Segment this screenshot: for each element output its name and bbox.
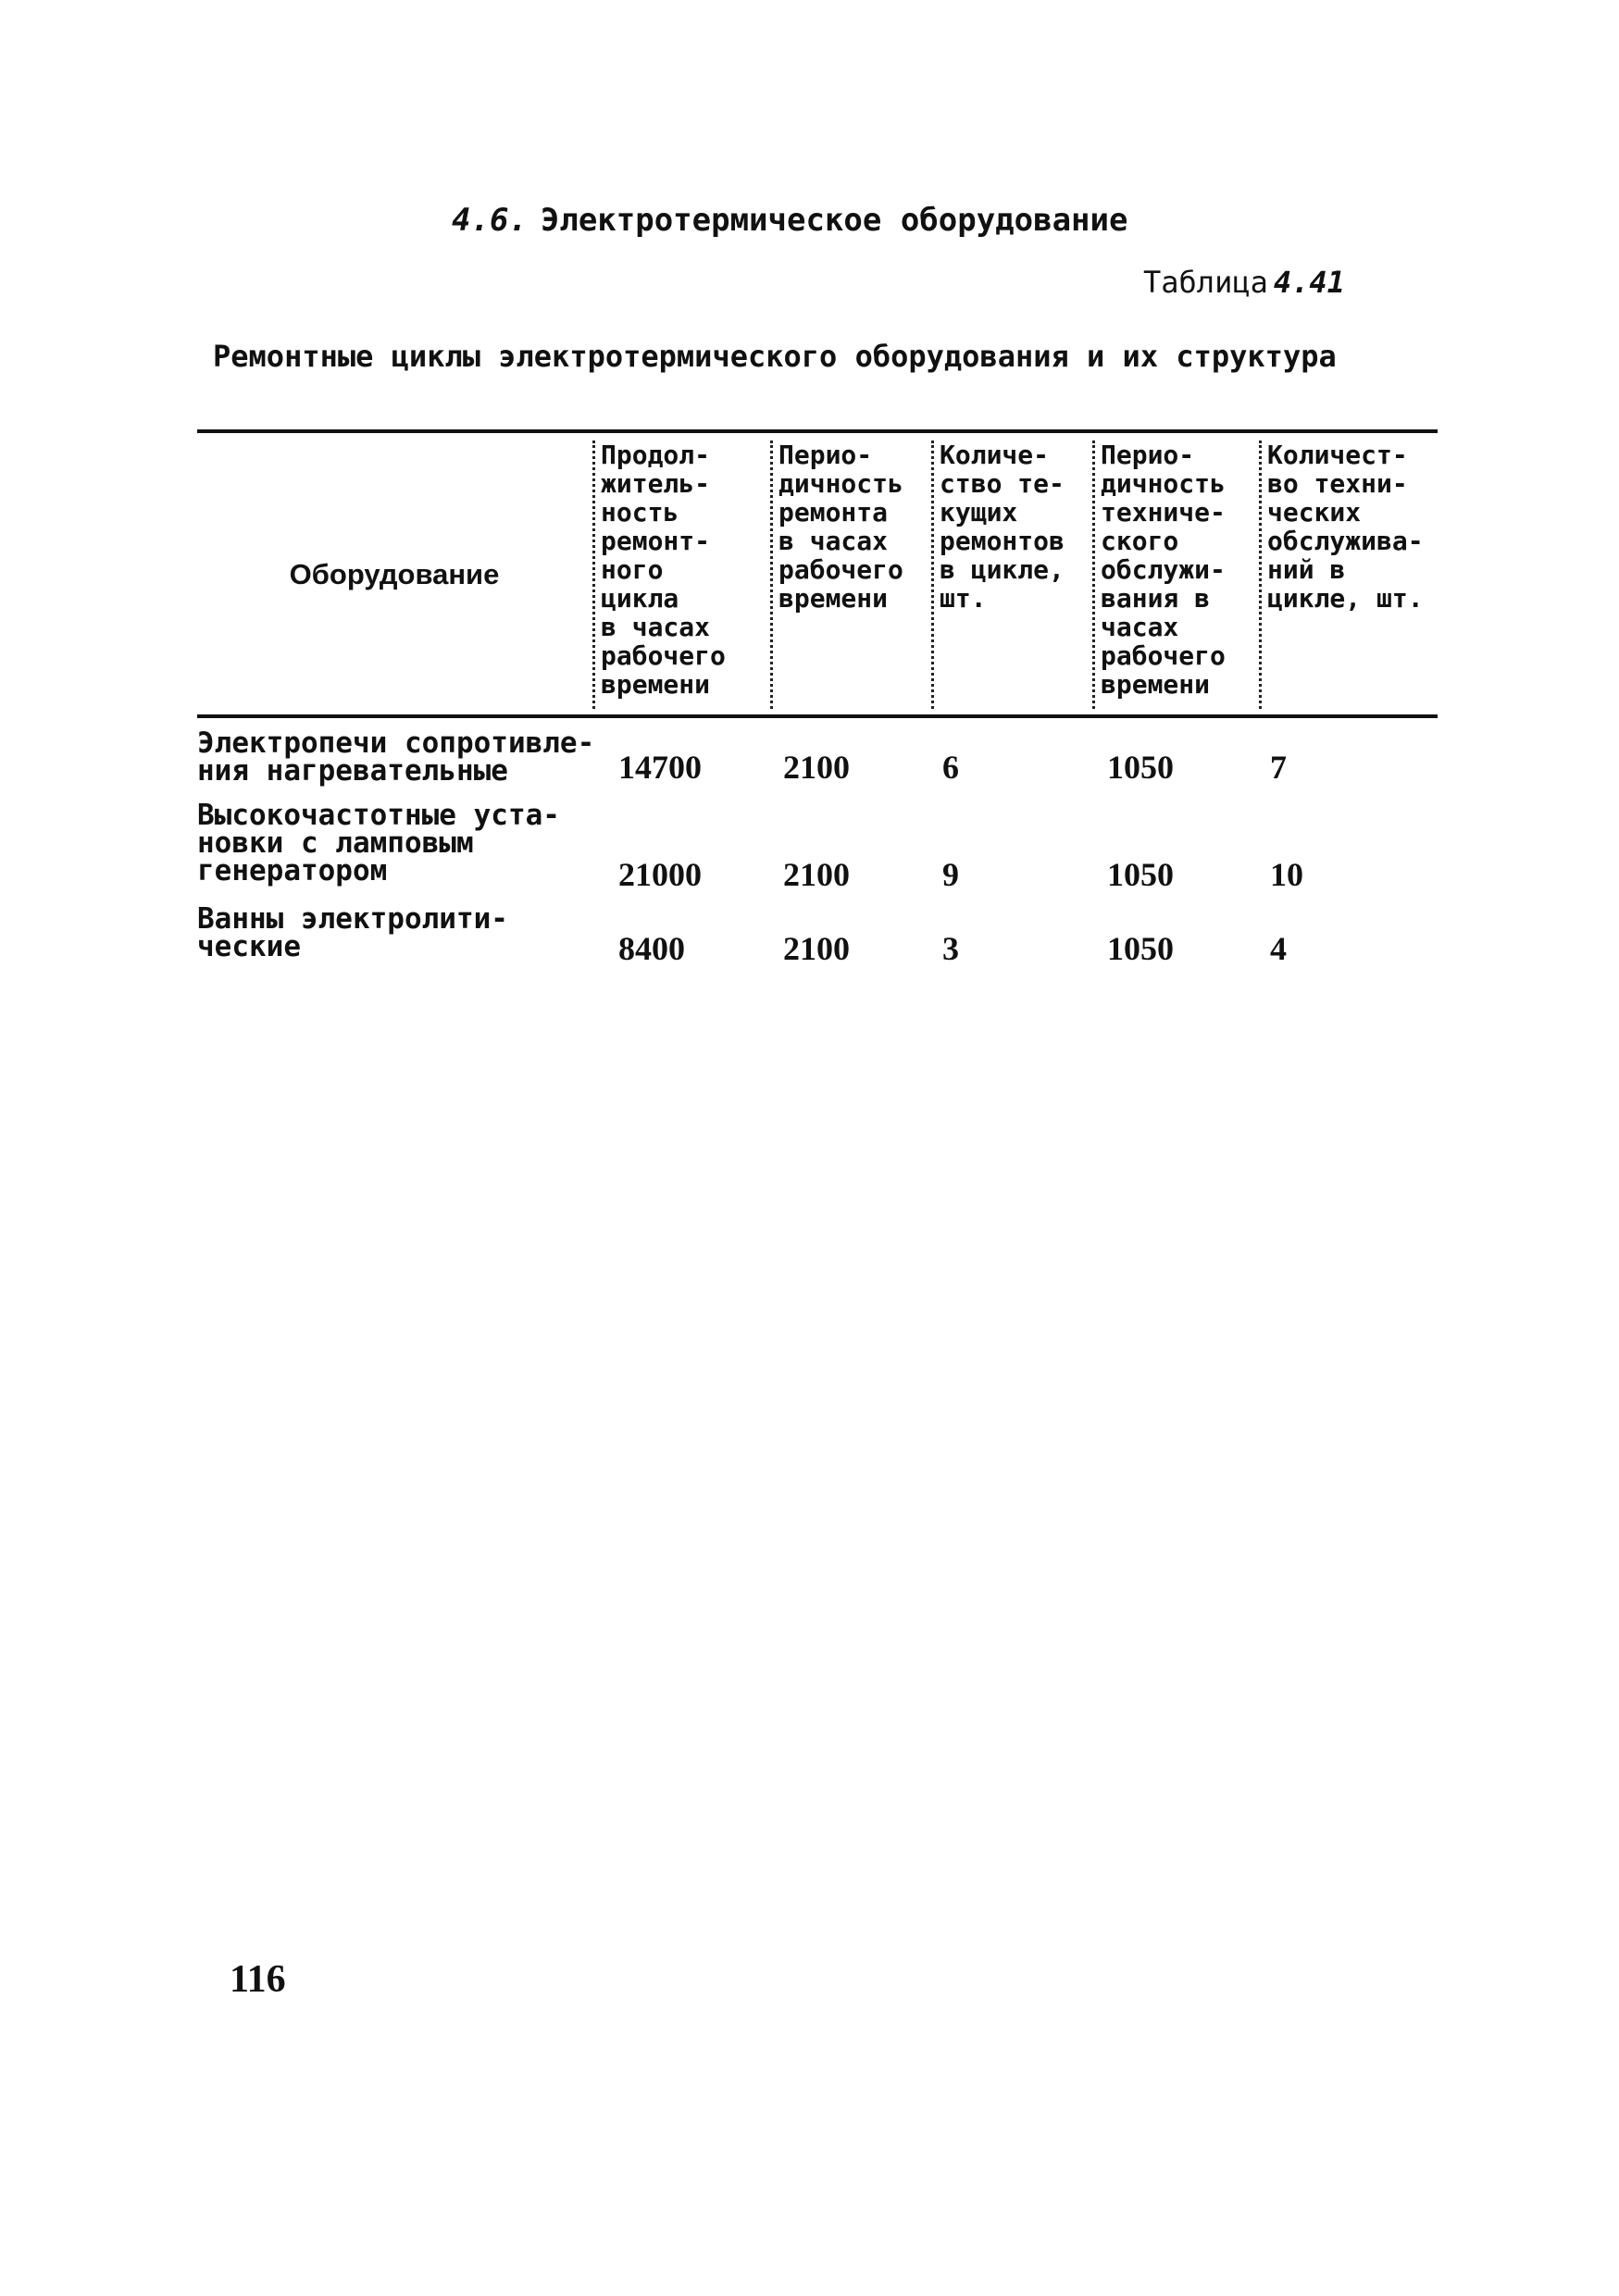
cell-repairs-count: 9	[942, 856, 959, 893]
header-repairs-count: Количе- ство те- кущих ремонтов в цикле, шт.	[931, 441, 1099, 709]
cell-repairs-count: 3	[942, 930, 959, 967]
section-title	[452, 202, 1127, 239]
section-number: 4.6.	[452, 202, 528, 239]
table-caption: Ремонтные циклы электротермического оборудования и их структура	[213, 339, 1337, 374]
header-maintenance-period: Перио- дичность техниче- ского обслужи- вания в часах рабочего времени	[1092, 441, 1260, 709]
header-cycle-duration: Продол- житель- ность ремонт- ного цикла в часах рабочего времени	[592, 441, 771, 709]
table-label-prefix: Таблица	[1143, 265, 1268, 300]
cell-maintenance-count: 7	[1270, 749, 1287, 786]
table-label	[1143, 265, 1345, 300]
row-equipment-name: Ванны электролити- ческие	[197, 902, 508, 963]
page-number: 116	[230, 1958, 286, 2001]
row-equipment-name: Электропечи сопротивле- ния нагревательные	[197, 726, 595, 788]
cell-repair-period: 2100	[783, 749, 850, 786]
cell-maintenance-period: 1050	[1107, 856, 1174, 893]
cell-maintenance-period: 1050	[1107, 930, 1174, 967]
section-heading: Электротермическое оборудование	[540, 202, 1128, 239]
cell-cycle-duration: 21000	[618, 856, 702, 893]
cell-repairs-count: 6	[942, 749, 959, 786]
header-equipment: Оборудование	[289, 558, 500, 590]
table-header-rule	[197, 714, 1438, 718]
table-top-rule	[197, 429, 1438, 433]
row-equipment-name: Высокочастотные уста- новки с ламповым генератором	[197, 799, 560, 887]
cell-repair-period: 2100	[783, 930, 850, 967]
table-label-number: 4.41	[1273, 265, 1345, 300]
header-repair-period: Перио- дичность ремонта в часах рабочего времени	[770, 441, 938, 709]
cell-cycle-duration: 8400	[618, 930, 685, 967]
cell-maintenance-count: 4	[1270, 930, 1287, 967]
header-maintenance-count: Количест- во техни- ческих обслужива- ний в цикле, шт.	[1259, 441, 1439, 709]
cell-maintenance-count: 10	[1270, 856, 1303, 893]
cell-maintenance-period: 1050	[1107, 749, 1174, 786]
cell-cycle-duration: 14700	[618, 749, 702, 786]
cell-repair-period: 2100	[783, 856, 850, 893]
